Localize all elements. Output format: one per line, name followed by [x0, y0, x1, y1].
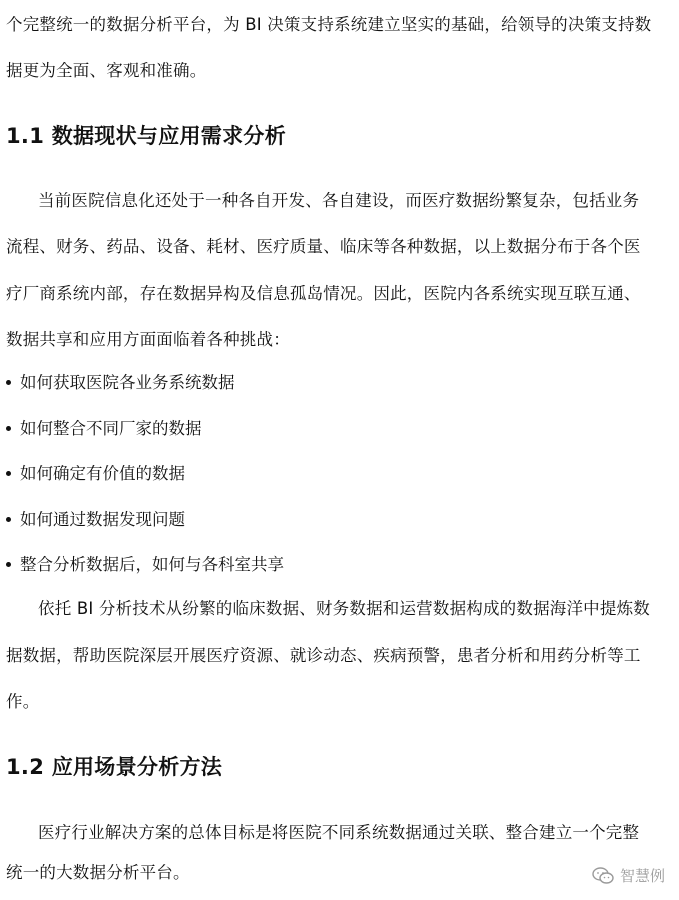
section2-para-line-1: 医疗行业解决方案的总体目标是将医院不同系统数据通过关联、整合建立一个完整: [38, 823, 640, 842]
section1-para1-line-1: 当前医院信息化还处于一种各自开发、各自建设，而医疗数据纷繁复杂，包括业务: [38, 191, 640, 210]
bullet-text: 如何整合不同厂家的数据: [20, 419, 202, 438]
bullet-text: 整合分析数据后，如何与各科室共享: [20, 555, 284, 574]
bullet-item: [6, 372, 235, 394]
bullet-item: [6, 418, 202, 440]
bullet-dot-icon: [6, 426, 11, 431]
section-heading-1-2: 1.2 应用场景分析方法: [6, 755, 223, 779]
watermark-text: 智慧例: [619, 867, 665, 885]
bullet-item: [6, 463, 185, 485]
bullet-dot-icon: [6, 471, 11, 476]
bullet-dot-icon: [6, 380, 11, 385]
section1-para1-line-4: 数据共享和应用方面面临着各种挑战：: [6, 330, 290, 349]
bullet-item: [6, 554, 284, 576]
section-heading-1-1: 1.1 数据现状与应用需求分析: [6, 124, 287, 148]
bullet-text: 如何确定有价值的数据: [20, 464, 185, 483]
bullet-item: [6, 509, 185, 531]
bullet-text: 如何获取医院各业务系统数据: [20, 373, 235, 392]
section1-para2-line-3: 作。: [6, 692, 40, 711]
section1-para1-line-3: 疗厂商系统内部，存在数据异构及信息孤岛情况。因此，医院内各系统实现互联互通、: [6, 284, 641, 303]
intro-line-1: 个完整统一的数据分析平台，为 BI 决策支持系统建立坚实的基础，给领导的决策支持数: [6, 15, 652, 34]
section1-para2-line-2: 据数据，帮助医院深层开展医疗资源、就诊动态、疾病预警，患者分析和用药分析等工: [6, 646, 641, 665]
bullet-text: 如何通过数据发现问题: [20, 510, 185, 529]
watermark: [592, 865, 665, 886]
intro-line-2: 据更为全面、客观和准确。: [6, 61, 207, 80]
bullet-dot-icon: [6, 517, 11, 522]
section1-para2-line-1: 依托 BI 分析技术从纷繁的临床数据、财务数据和运营数据构成的数据海洋中提炼数: [38, 599, 650, 618]
section2-para-line-2: 统一的大数据分析平台。: [6, 863, 190, 882]
wechat-icon: [592, 867, 614, 885]
section1-para1-line-2: 流程、财务、药品、设备、耗材、医疗质量、临床等各种数据，以上数据分布于各个医: [6, 237, 641, 256]
bullet-dot-icon: [6, 562, 11, 567]
